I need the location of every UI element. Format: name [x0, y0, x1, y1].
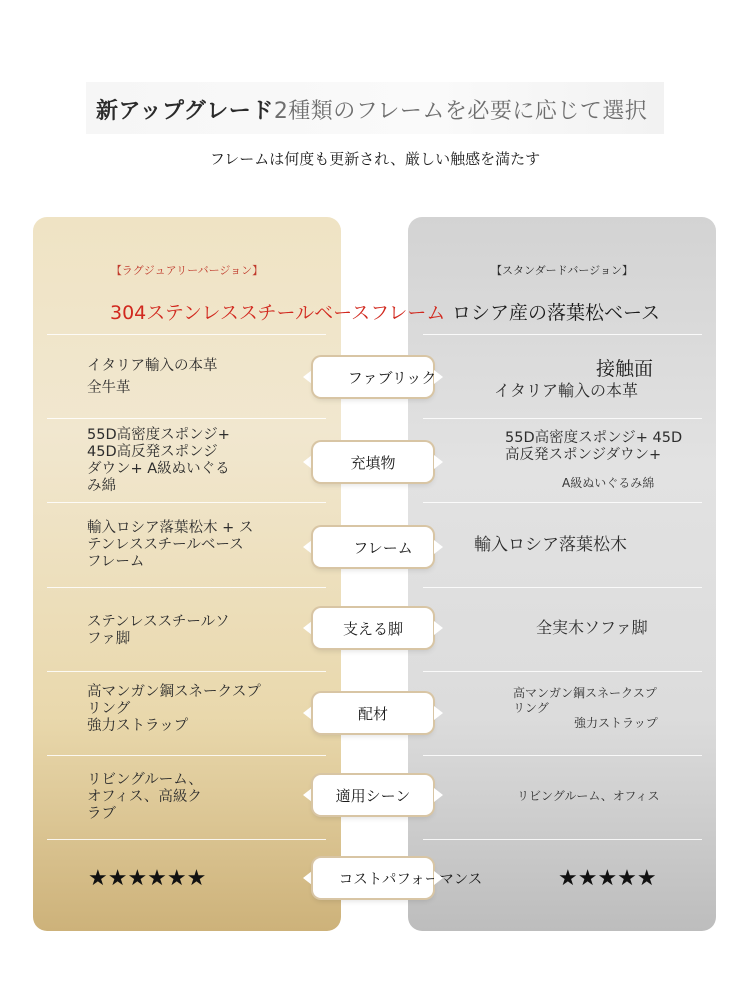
category-pill-legs: 支える脚: [313, 608, 433, 648]
standard-parts-cell: 高マンガン鋼スネークスプ リング: [513, 686, 657, 715]
pill-left-arrow: [303, 871, 312, 885]
divider: [47, 671, 326, 672]
divider: [47, 418, 326, 419]
pill-right-arrow: [434, 706, 443, 720]
divider: [423, 502, 702, 503]
standard-filling-cell-extra: A級ぬいぐるみ綿: [562, 476, 655, 490]
category-pill-parts: 配材: [313, 693, 433, 733]
luxury-frame-cell: 輸入ロシア落葉松木 + ス テンレススチールベース フレーム: [87, 520, 254, 570]
pill-left-arrow: [303, 540, 312, 554]
divider: [423, 587, 702, 588]
pill-left-arrow: [303, 370, 312, 384]
standard-filling-cell: 55D高密度スポンジ+ 45D 高反発スポンジダウン+: [505, 430, 683, 463]
standard-heading: ロシア産の落葉松ベース: [452, 302, 661, 324]
luxury-heading: 304ステンレススチールベースフレーム: [110, 302, 446, 324]
pill-right-arrow: [434, 788, 443, 802]
category-pill-value: コストパフォーマンス: [313, 858, 433, 898]
luxury-rating-stars: ★★★★★★: [88, 866, 207, 891]
divider: [47, 587, 326, 588]
divider: [423, 671, 702, 672]
page-subtitle: フレームは何度も更新され、厳しい触感を満たす: [209, 150, 541, 168]
divider: [47, 334, 326, 335]
standard-contact-label: 接触面: [596, 358, 654, 380]
category-pill-filling: 充填物: [313, 442, 433, 482]
pill-left-arrow: [303, 788, 312, 802]
standard-scene-cell: リビングルーム、オフィス: [517, 789, 660, 803]
divider: [47, 839, 326, 840]
pill-left-arrow: [303, 621, 312, 635]
luxury-fabric-cell: イタリア輸入の本革 全牛革: [87, 358, 218, 396]
divider: [423, 334, 702, 335]
pill-right-arrow: [434, 455, 443, 469]
standard-frame-cell: 輸入ロシア落葉松木: [474, 535, 627, 555]
standard-parts-strap: 強力ストラップ: [574, 716, 658, 730]
page-title: 新アップグレード2種類のフレームを必要に応じて選択: [96, 99, 648, 124]
pill-right-arrow: [434, 871, 443, 885]
divider: [423, 418, 702, 419]
luxury-legs-cell: ステンレススチールソ ファ脚: [87, 614, 230, 647]
standard-badge: 【スタンダードバージョン】: [491, 264, 633, 277]
pill-right-arrow: [434, 370, 443, 384]
category-pill-scene: 適用シーン: [313, 775, 433, 815]
luxury-scene-cell: リビングルーム、 オフィス、高級ク ラブ: [87, 772, 203, 822]
standard-rating-stars: ★★★★★: [558, 866, 657, 891]
pill-left-arrow: [303, 706, 312, 720]
category-pill-fabric: ファブリック: [313, 357, 433, 397]
divider: [47, 502, 326, 503]
luxury-filling-cell: 55D高密度スポンジ+ 45D高反発スポンジ ダウン+ A級ぬいぐる み綿: [87, 427, 230, 494]
divider: [47, 755, 326, 756]
standard-legs-cell: 全実木ソファ脚: [536, 618, 648, 637]
page-title-rest: 2種類のフレームを必要に応じて選択: [273, 99, 648, 124]
standard-fabric-cell: イタリア輸入の本革: [494, 381, 639, 400]
divider: [423, 755, 702, 756]
divider: [423, 839, 702, 840]
pill-left-arrow: [303, 455, 312, 469]
pill-right-arrow: [434, 621, 443, 635]
category-pill-frame: フレーム: [313, 527, 433, 567]
luxury-badge: 【ラグジュアリーバージョン】: [110, 264, 264, 277]
luxury-parts-cell: 高マンガン鋼スネークスプ リング 強力ストラップ: [87, 684, 261, 734]
pill-right-arrow: [434, 540, 443, 554]
